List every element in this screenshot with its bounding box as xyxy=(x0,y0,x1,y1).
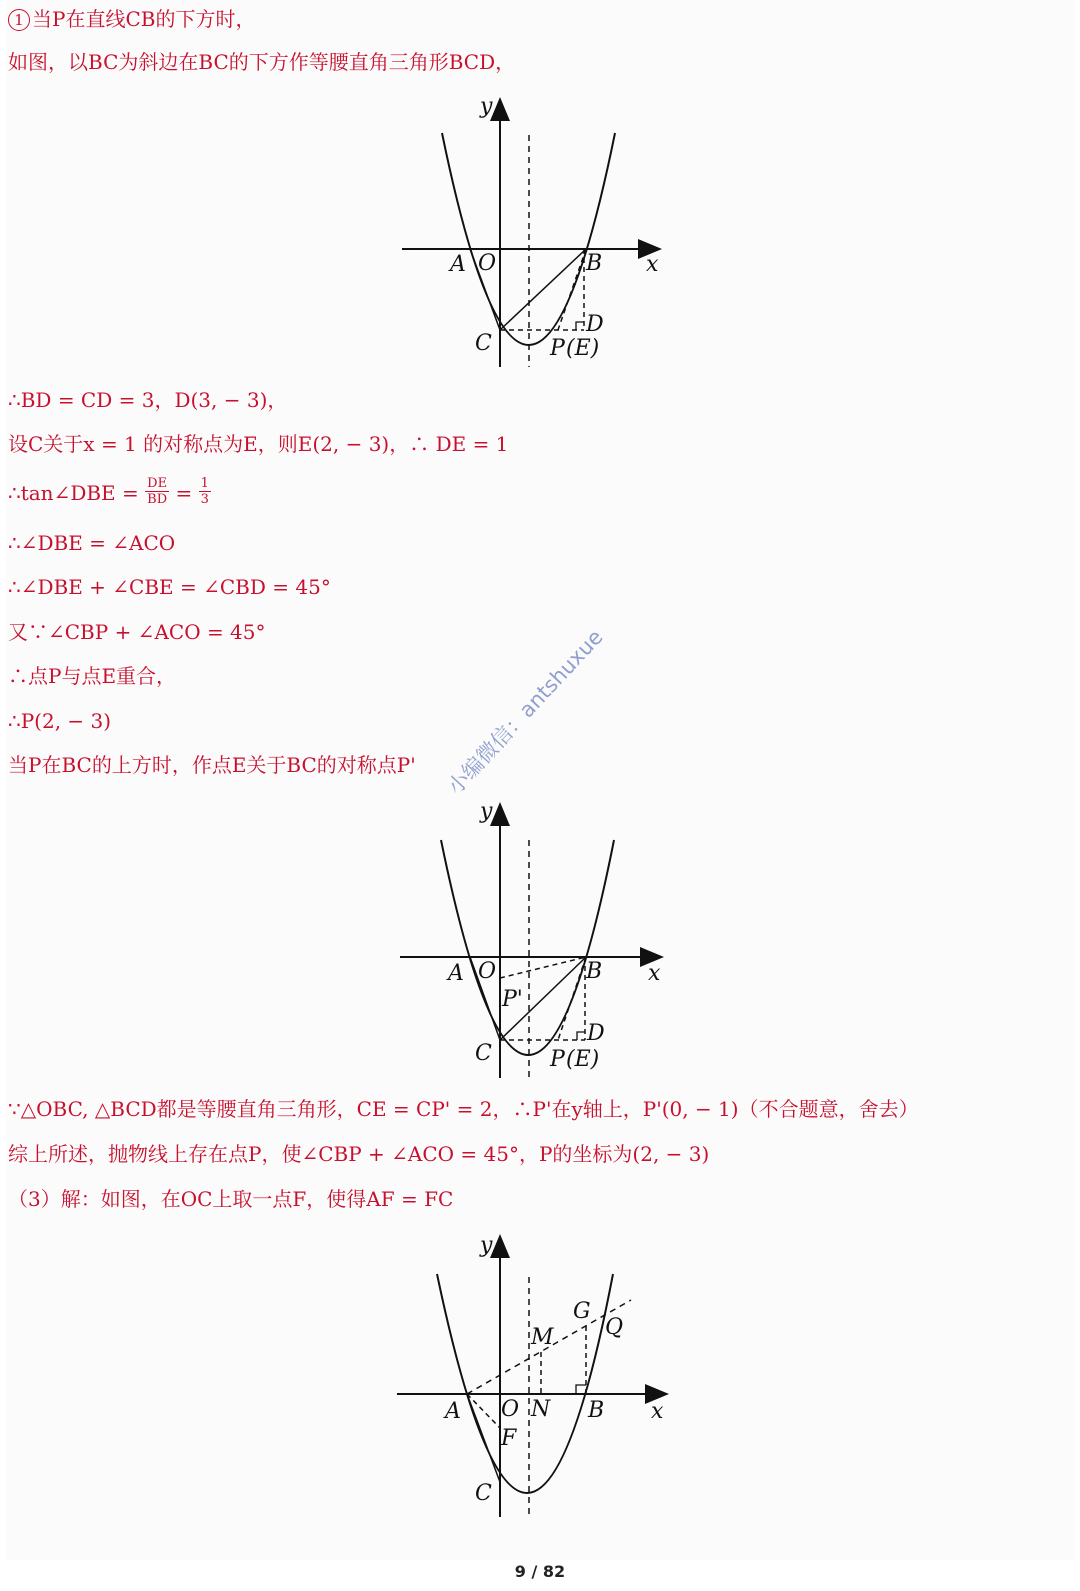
segment-ac xyxy=(467,1394,500,1482)
label-a: A xyxy=(448,961,464,986)
label-a: A xyxy=(450,252,466,277)
label-e: (E) xyxy=(566,336,600,361)
text-line-13: 综上所述，抛物线上存在点P，使∠CBP + ∠ACO = 45°，P的坐标为(2, − 3) xyxy=(8,1142,710,1166)
label-g: G xyxy=(573,1299,591,1324)
label-c: C xyxy=(475,1041,492,1066)
label-b: B xyxy=(588,1398,605,1423)
label-p: P xyxy=(550,1047,565,1072)
text-line-11: 当P在BC的上方时，作点E关于BC的对称点P' xyxy=(8,753,416,777)
label-b: B xyxy=(586,959,603,984)
label-c: C xyxy=(475,331,492,356)
watermark: 小编微信：antshuxue xyxy=(442,625,608,800)
label-o: O xyxy=(478,959,497,984)
label-p: P xyxy=(550,336,565,361)
label-q: Q xyxy=(605,1315,624,1340)
figure-3-parabola xyxy=(395,1232,675,1522)
label-pprime: P' xyxy=(502,987,523,1012)
right-angle-mark xyxy=(577,1032,585,1040)
fraction-1-3: $\frac{1}{3}$ xyxy=(200,476,209,507)
text-line-1: 1 当P在直线CB的下方时， xyxy=(8,6,255,32)
text-line-12: ∵△OBC, △BCD都是等腰直角三角形，CE = CP' = 2，∴P'在y轴上，P'(0, − 1)（不合题意，舍去） xyxy=(8,1097,919,1121)
label-y: y xyxy=(480,800,493,824)
label-o: O xyxy=(501,1397,520,1422)
right-angle-mark xyxy=(576,322,584,330)
circled-number: 1 xyxy=(8,9,30,31)
right-angle-mark xyxy=(576,1385,586,1394)
label-y: y xyxy=(480,1233,493,1258)
text-line-9: ∴点P与点E重合， xyxy=(8,664,177,688)
label-a: A xyxy=(445,1399,461,1424)
segment-pprime-b xyxy=(500,957,586,978)
label-b: B xyxy=(586,251,603,276)
label-e: (E) xyxy=(566,1047,600,1072)
label-d: D xyxy=(586,312,604,337)
text-line-7: ∴∠DBE + ∠CBE = ∠CBD = 45° xyxy=(8,575,331,599)
text-line-5: ∴tan∠DBE = $\frac{DE}{BD}$ = $\frac{1}{3}$ xyxy=(8,476,209,507)
text-line-2: 如图，以BC为斜边在BC的下方作等腰直角三角形BCD， xyxy=(8,50,516,74)
figure-1-parabola xyxy=(400,95,670,375)
label-c: C xyxy=(475,1481,492,1506)
figure-2-parabola xyxy=(398,800,673,1082)
page-number: 9 / 82 xyxy=(514,1562,566,1581)
fraction-de-bd: $\frac{DE}{BD}$ xyxy=(147,476,168,507)
label-d: D xyxy=(587,1021,605,1046)
label-x: x xyxy=(651,1399,664,1424)
text-line-3: ∴BD = CD = 3，D(3, − 3)， xyxy=(8,388,288,412)
text-line-4: 设C关于x = 1 的对称点为E，则E(2, − 3)，∴ DE = 1 xyxy=(8,432,509,456)
text-line-6: ∴∠DBE = ∠ACO xyxy=(8,531,176,555)
label-n: N xyxy=(531,1397,551,1422)
label-f: F xyxy=(501,1426,517,1451)
text-line-8: 又∵∠CBP + ∠ACO = 45° xyxy=(8,620,266,644)
label-y: y xyxy=(480,95,493,119)
label-x: x xyxy=(646,252,659,277)
label-o: O xyxy=(478,251,497,276)
text-line-10: ∴P(2, − 3) xyxy=(8,709,112,733)
label-m: M xyxy=(531,1325,554,1350)
label-x: x xyxy=(648,961,661,986)
text-line-14: （3）解：如图，在OC上取一点F，使得AF = FC xyxy=(8,1187,454,1211)
